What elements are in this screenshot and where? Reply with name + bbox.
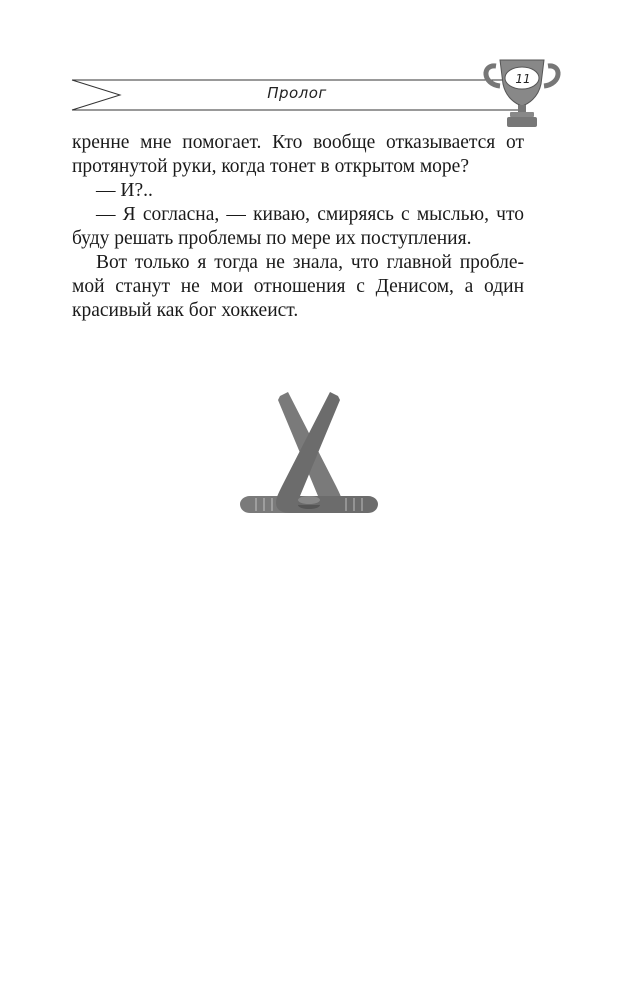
text-line: мой станут не мои отношения с Денисом, а один xyxy=(72,276,524,297)
text-line: протянутой руки, когда тонет в открытом море? xyxy=(72,156,469,177)
text-line: — Я согласна, — киваю, смиряясь с мыслью, что xyxy=(96,204,524,225)
text-line: Вот только я тогда не знала, что главной пробле- xyxy=(96,252,524,273)
text-line: буду решать проблемы по мере их поступления. xyxy=(72,228,472,249)
text-line: кренне мне помогает. Кто вообще отказывается от xyxy=(72,132,524,153)
running-header xyxy=(0,0,618,140)
crossed-hockey-sticks-icon xyxy=(236,390,382,527)
trophy-icon xyxy=(486,60,558,127)
page-number: 11 xyxy=(515,72,531,86)
page-body-text xyxy=(72,131,524,323)
text-line: красивый как бог хоккеист. xyxy=(72,300,299,321)
text-line: — И?.. xyxy=(96,180,153,201)
chapter-title: Пролог xyxy=(267,84,327,102)
header-banner xyxy=(0,0,618,140)
